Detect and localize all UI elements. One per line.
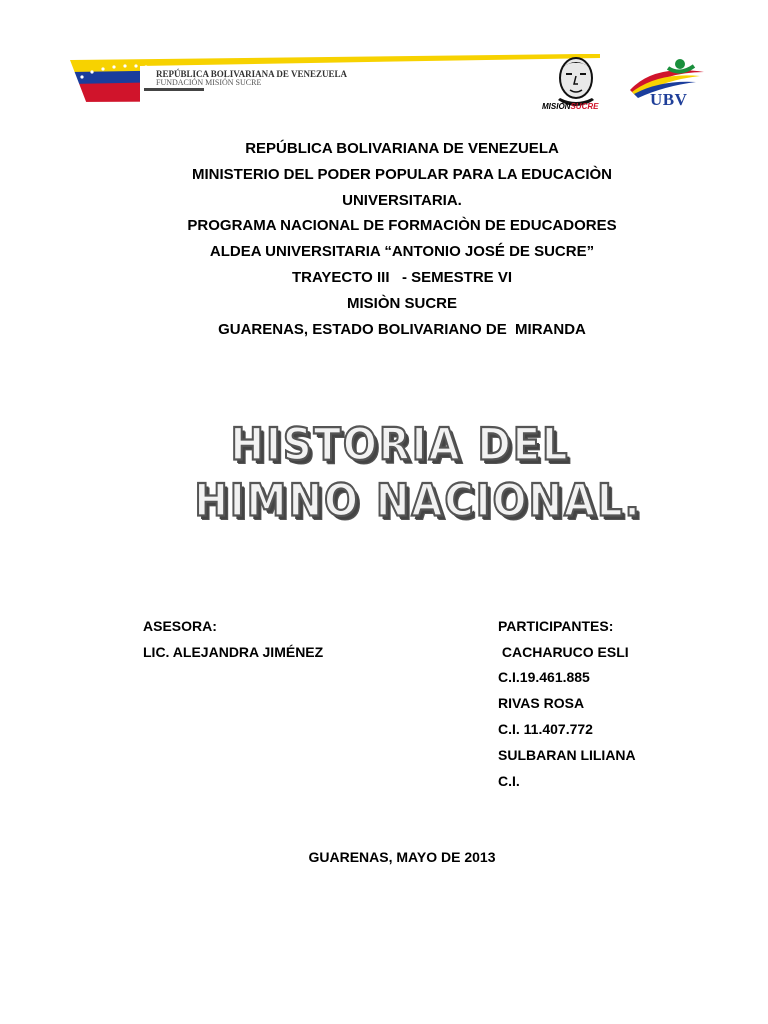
header-line: TRAYECTO III - SEMESTRE VI	[291, 268, 513, 286]
ubv-logo-text: UBV	[650, 90, 688, 109]
participant-line: RIVAS ROSA	[498, 695, 585, 711]
institution-header	[0, 136, 768, 342]
banner-republic-text: REPÚBLICA BOLIVARIANA DE VENEZUELA	[156, 69, 347, 79]
header-line: MISIÒN SUCRE	[346, 294, 457, 312]
place-and-date: GUARENAS, MAYO DE 2013	[308, 849, 496, 865]
document-title-line-2: HIMNO NACIONAL.	[194, 475, 642, 527]
participant-line: CACHARUCO ESLI	[498, 644, 629, 660]
participant-line: C.I.	[498, 773, 520, 789]
asesora-name: LIC. ALEJANDRA JIMÉNEZ	[143, 644, 324, 660]
header-line: ALDEA UNIVERSITARIA “ANTONIO JOSÉ DE SUCRE”	[209, 243, 595, 261]
header-line: GUARENAS, ESTADO BOLIVARIANO DE MIRANDA	[218, 320, 586, 338]
header-line: UNIVERSITARIA.	[342, 191, 462, 209]
participantes-label: PARTICIPANTES:	[498, 618, 614, 634]
header-line: MINISTERIO DEL PODER POPULAR PARA LA EDUCACIÒN	[191, 165, 613, 183]
header-line: REPÚBLICA BOLIVARIANA DE VENEZUELA	[245, 140, 559, 157]
header-line: PROGRAMA NACIONAL DE FORMACIÒN DE EDUCADORES	[187, 217, 617, 235]
participant-line: SULBARAN LILIANA	[498, 747, 636, 763]
asesora-label: ASESORA:	[143, 618, 217, 634]
participant-line: C.I.19.461.885	[498, 669, 590, 685]
banner-foundation-text: FUNDACIÓN MISIÓN SUCRE	[156, 78, 262, 87]
venezuela-flag-banner	[60, 50, 620, 120]
header-banner	[60, 50, 710, 120]
participant-line: C.I. 11.407.772	[498, 721, 593, 737]
document-title-line-1: HISTORIA DEL	[230, 419, 570, 471]
mision-sucre-logo-text: MISIÓNSUCRE	[542, 102, 599, 111]
